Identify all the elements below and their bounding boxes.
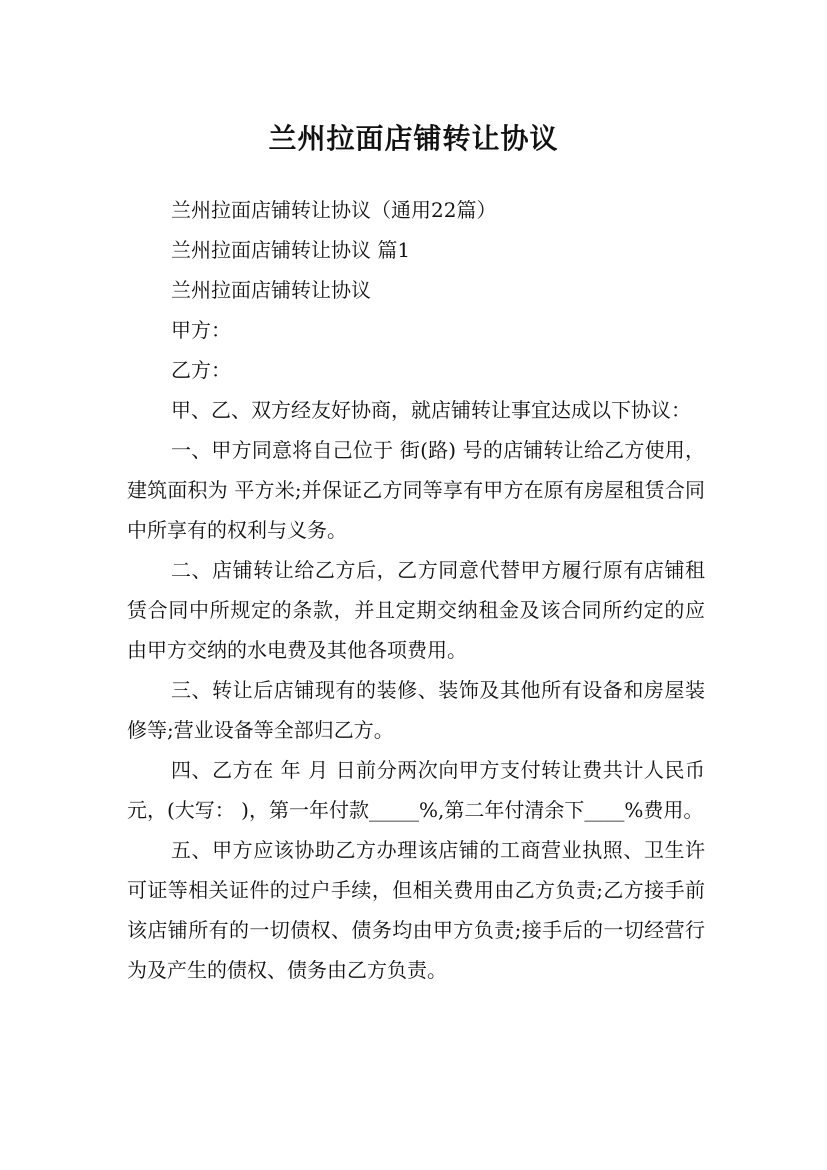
document-title: 兰州拉面店铺转让协议 <box>268 121 559 155</box>
party-b-label: 乙方： <box>171 358 231 382</box>
document-body <box>127 190 705 990</box>
intro-paragraph: 甲、乙、双方经友好协商，就店铺转让事宜达成以下协议： <box>171 398 691 422</box>
document-subtitle: 兰州拉面店铺转让协议（通用22篇） <box>171 198 497 222</box>
clause-2-paragraph: 二、店铺转让给乙方后，乙方同意代替甲方履行原有店铺租赁合同中所规定的条款，并且定期交纳租金及该合同所约定的应由甲方交纳的水电费及其他各项费用。 <box>127 558 705 662</box>
clause-4-paragraph: 四、乙方在 年 月 日前分两次向甲方支付转让费共计人民币 元，(大写： )，第一年付款_____%,第二年付清余下____%费用。 <box>127 758 705 822</box>
clause-3-paragraph: 三、转让后店铺现有的装修、装饰及其他所有设备和房屋装修等;营业设备等全部归乙方。 <box>127 678 705 742</box>
agreement-heading: 兰州拉面店铺转让协议 <box>171 278 371 302</box>
clause-1-paragraph: 一、甲方同意将自己位于 街(路) 号的店铺转让给乙方使用，建筑面积为 平方米;并保证乙方同等享有甲方在原有房屋租赁合同中所享有的权利与义务。 <box>127 438 705 542</box>
clause-5-paragraph: 五、甲方应该协助乙方办理该店铺的工商营业执照、卫生许可证等相关证件的过户手续，但相关费用由乙方负责;乙方接手前该店铺所有的一切债权、债务均由甲方负责;接手后的一切经营行为及产生的债权、债务由乙方负责。 <box>127 838 705 982</box>
section-heading: 兰州拉面店铺转让协议 篇1 <box>171 238 411 262</box>
party-a-label: 甲方： <box>171 318 231 342</box>
